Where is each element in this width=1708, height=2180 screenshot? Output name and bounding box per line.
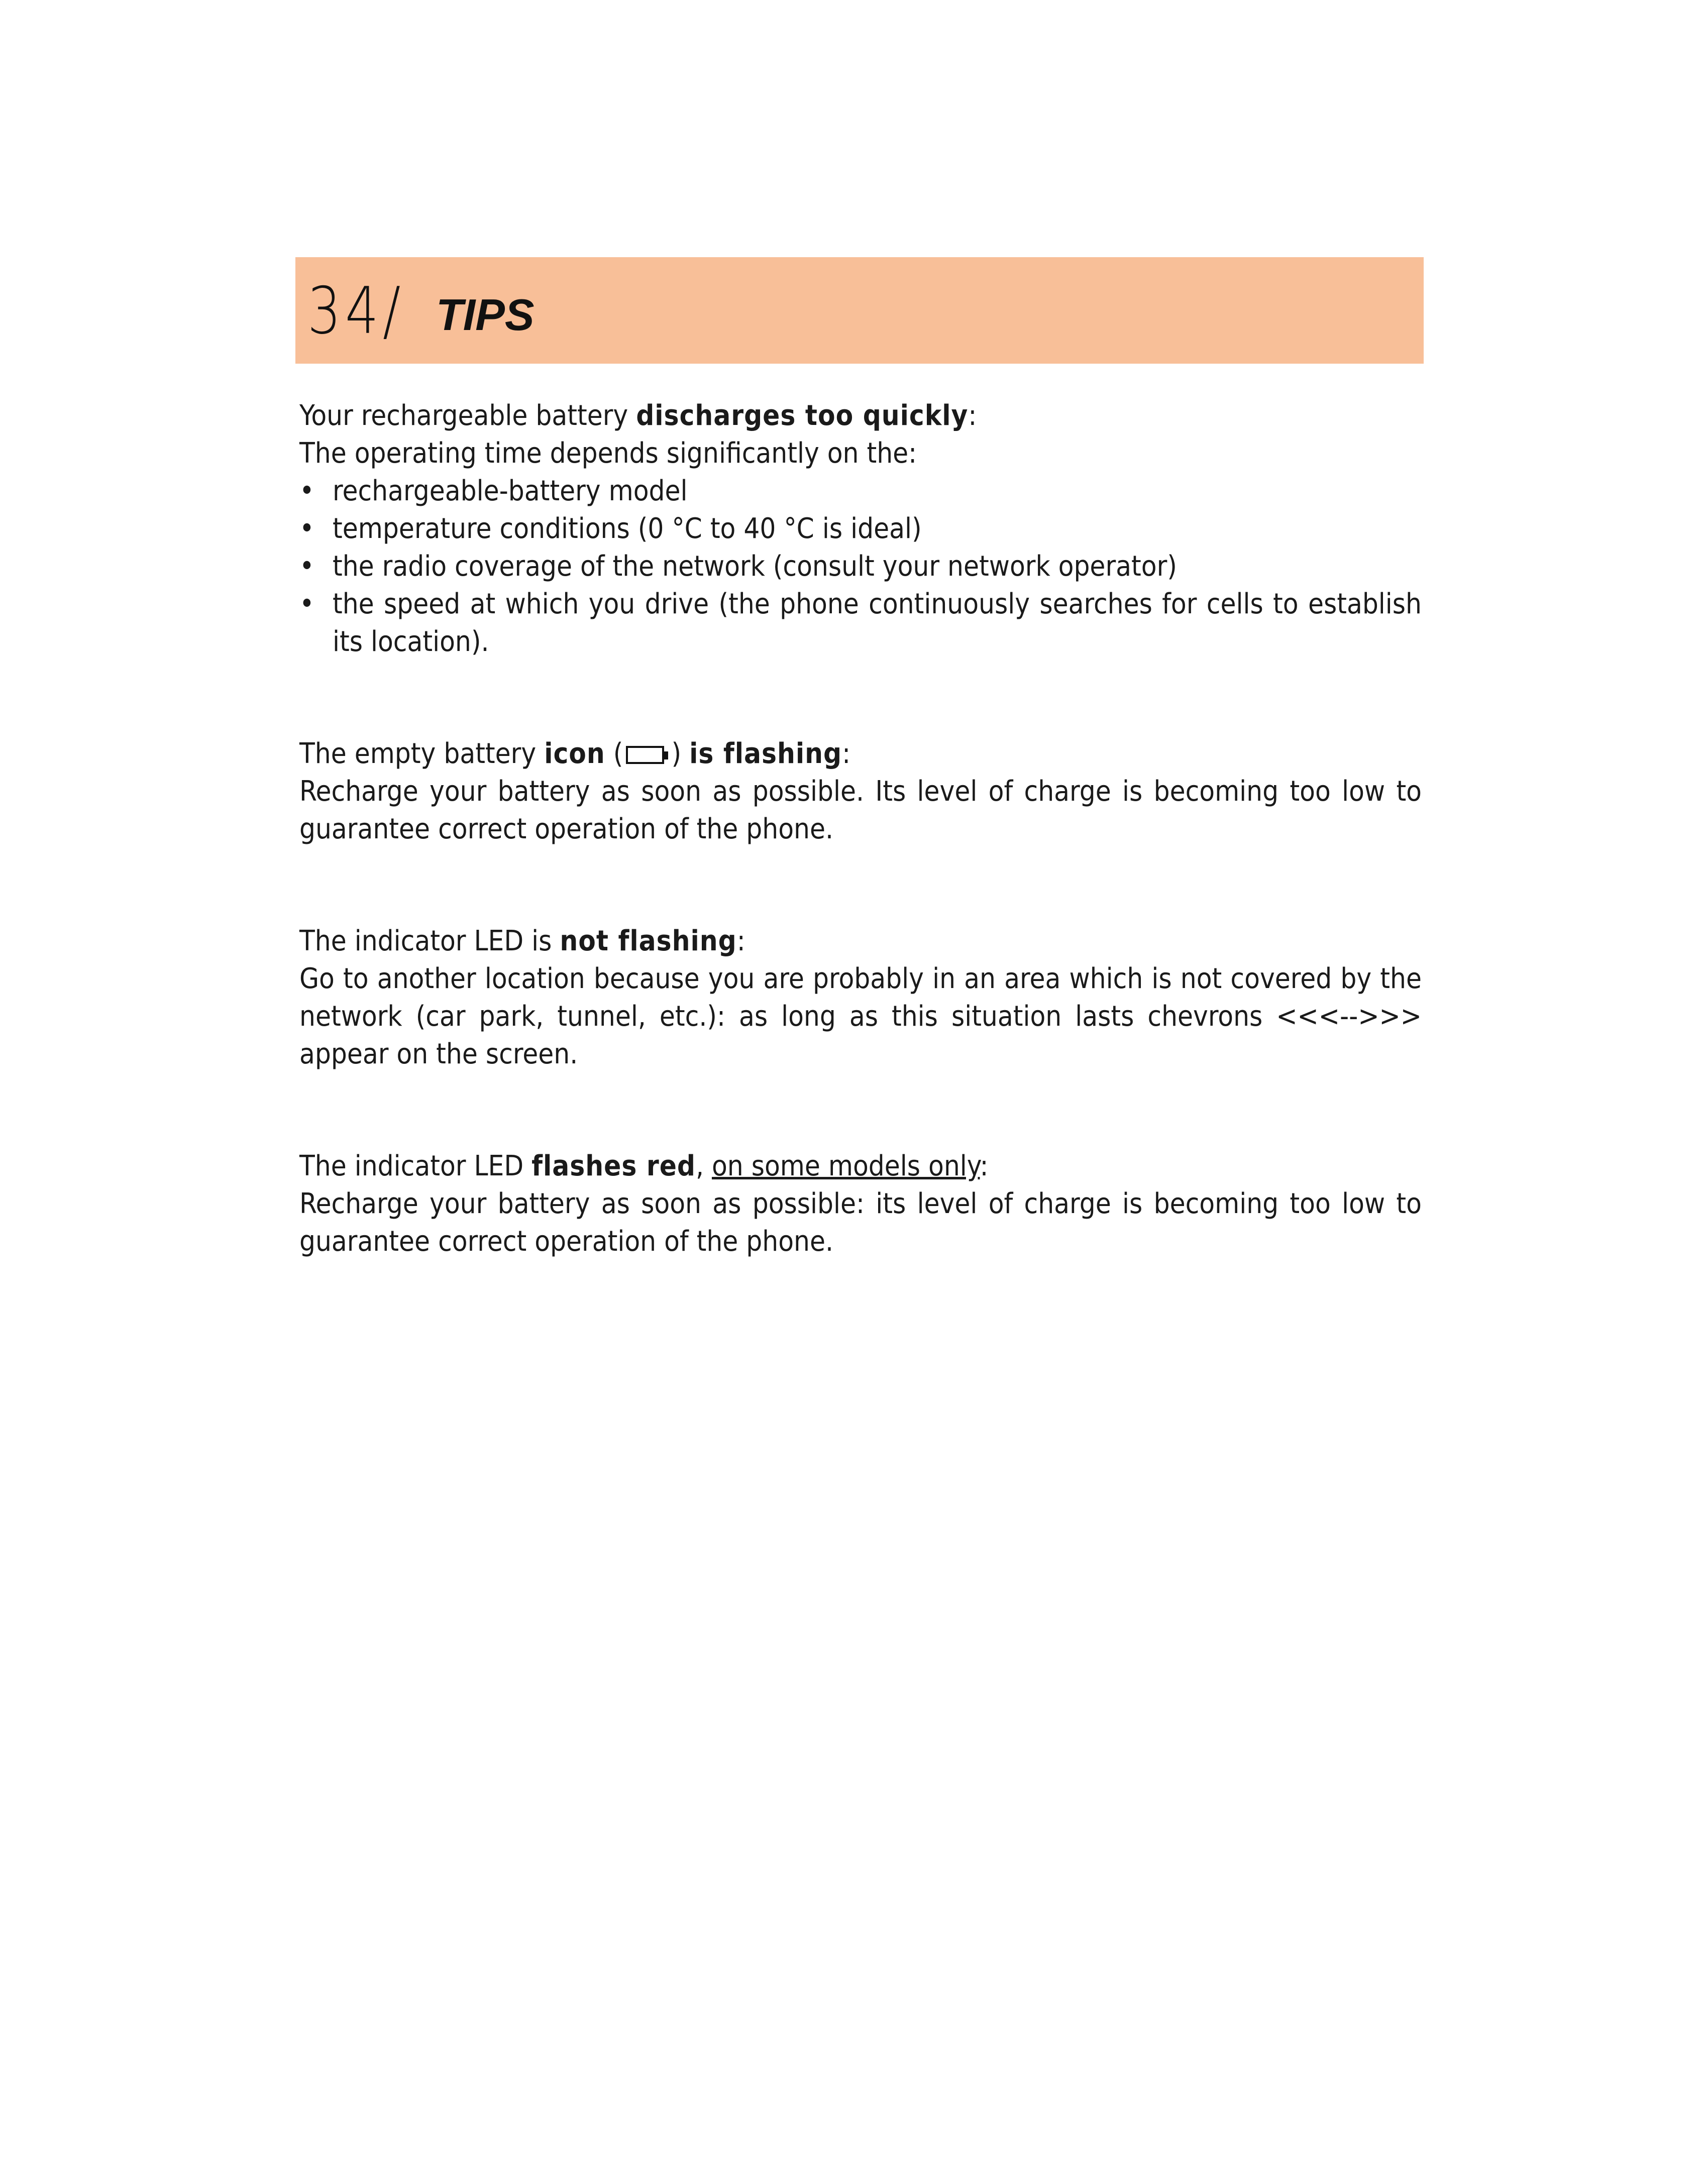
section-body: Recharge your battery as soon as possible. Its level of charge is becoming too low to guarantee correct operation of the phone. [299,775,1422,845]
page-title: TIPS [436,290,535,340]
section-body: Recharge your battery as soon as possible: its level of charge is becoming too low to guarantee correct operation of the phone. [299,1187,1422,1258]
page-header [295,257,1424,364]
section-body: Go to another location because you are probably in an area which is not covered by the network (car park, tunnel, etc.): as long as this situation lasts chevrons <<<-->>> appear on the screen. [299,962,1422,1070]
page-number: 34/ [307,274,405,349]
led-flashes-red-section [299,1147,1422,1260]
battery-icon-section [299,735,1422,848]
heading-emphasis: flashes red [531,1150,696,1182]
list-item: • the speed at which you drive (the phone continuously searches for cells to establish its location). [299,585,1422,661]
heading-emphasis: discharges too quickly [636,399,969,432]
heading-comma: , [695,1150,712,1182]
heading-emphasis: is flashing [689,737,842,770]
section-heading [299,1147,1422,1185]
empty-battery-icon [626,746,668,766]
heading-colon: : [736,925,745,957]
heading-text: The indicator LED [299,1150,532,1182]
section-heading [299,922,1422,960]
heading-colon: : [842,737,851,770]
section-heading [299,397,1422,434]
heading-emphasis: icon [544,737,605,770]
led-not-flashing-section [299,922,1422,1073]
heading-paren: ) [671,737,690,770]
battery-discharge-section [299,397,1422,661]
page-content [299,397,1422,1335]
section-heading [299,735,1422,773]
heading-text: The empty battery [299,737,545,770]
heading-text: Your rechargeable battery [299,399,636,432]
heading-text: The indicator LED is [299,925,560,957]
heading-underline: on some models only [711,1150,980,1182]
heading-colon: : [968,399,977,432]
heading-paren: ( [605,737,623,770]
list-item: • temperature conditions (0 °C to 40 °C is ideal) [299,510,1422,548]
heading-colon: : [980,1150,989,1182]
section-intro: The operating time depends significantly on the: [299,437,917,470]
bullet-list [299,472,1422,661]
heading-emphasis: not flashing [560,925,737,957]
list-item: • rechargeable-battery model [299,472,1422,510]
list-item: • the radio coverage of the network (consult your network operator) [299,548,1422,585]
